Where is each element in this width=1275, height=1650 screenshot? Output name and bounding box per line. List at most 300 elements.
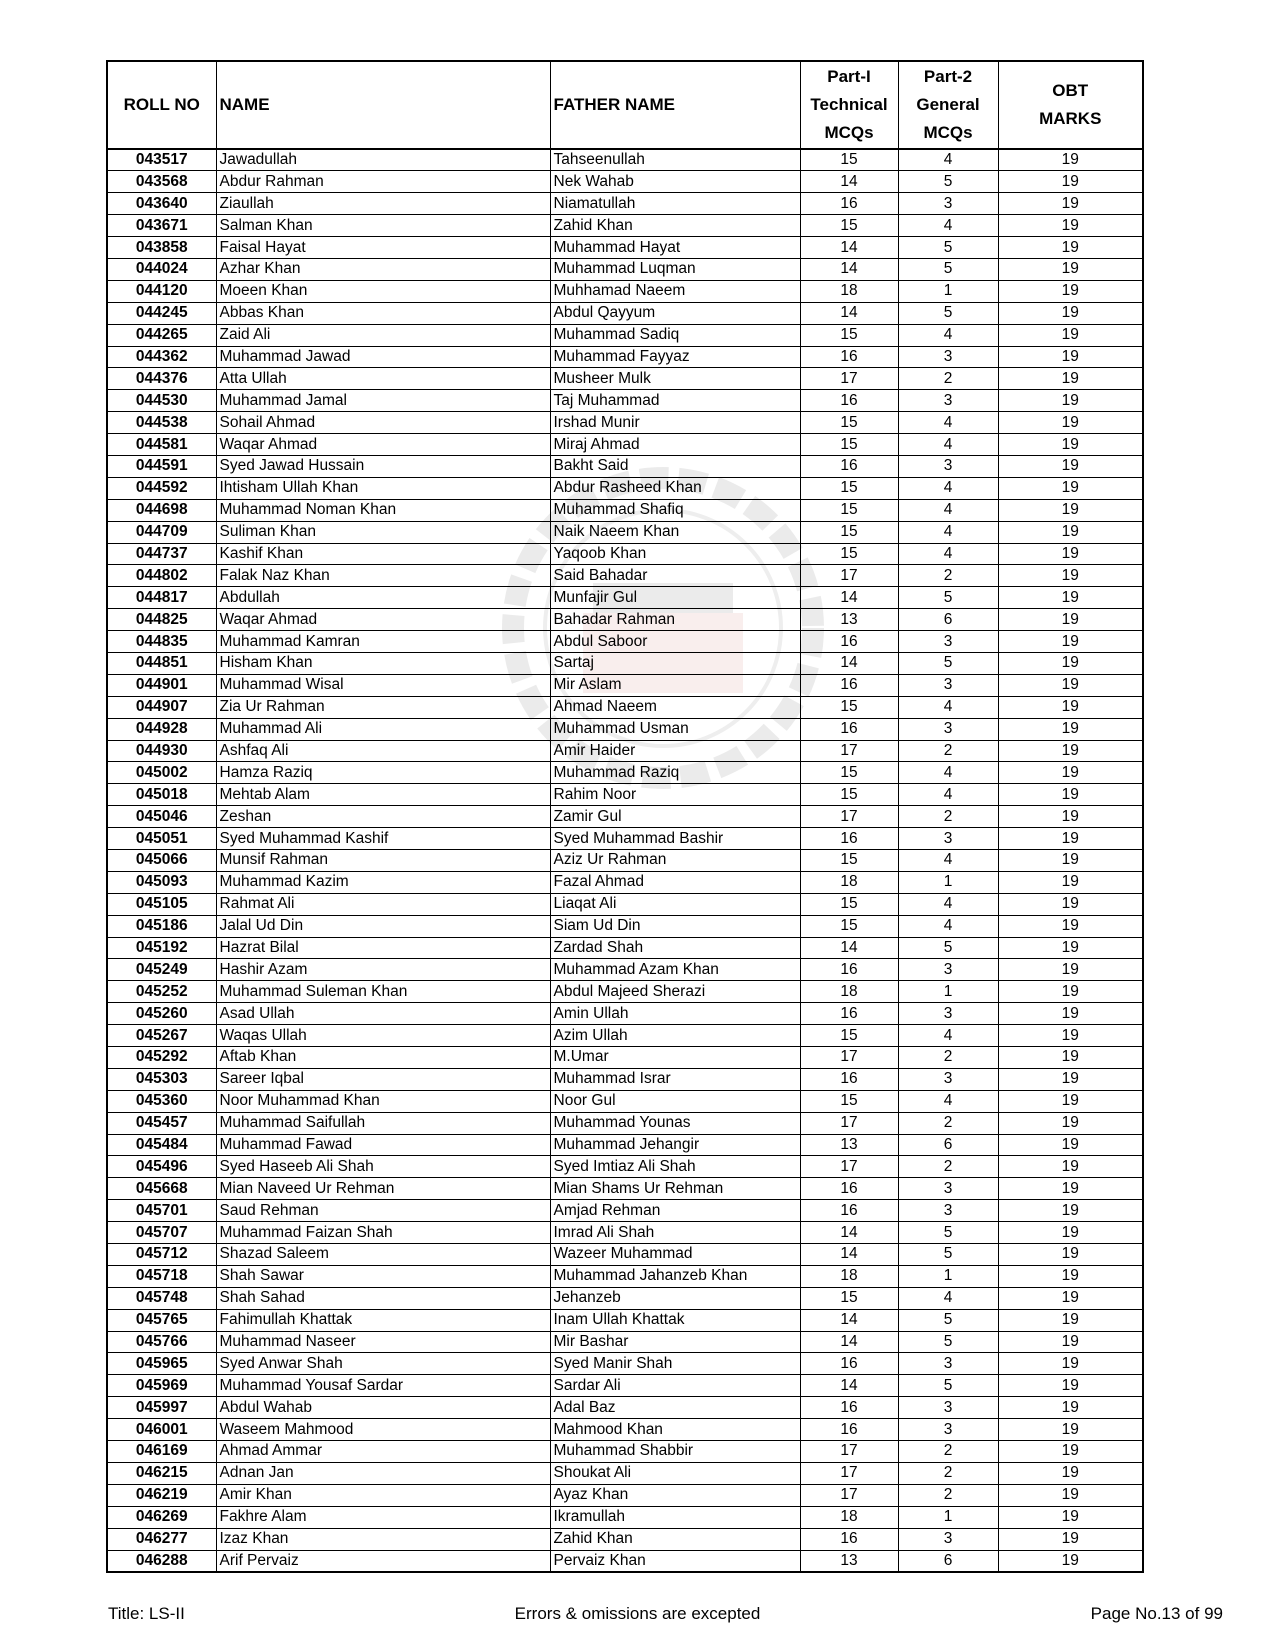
cell-name: Ashfaq Ali bbox=[216, 740, 550, 762]
table-row bbox=[107, 215, 1143, 237]
cell-name: Jalal Ud Din bbox=[216, 915, 550, 937]
table-row bbox=[107, 631, 1143, 653]
cell-part1: 16 bbox=[800, 1003, 898, 1025]
cell-name: Kashif Khan bbox=[216, 543, 550, 565]
cell-name: Moeen Khan bbox=[216, 280, 550, 302]
cell-roll-no: 044592 bbox=[107, 477, 216, 499]
cell-obt-marks: 19 bbox=[998, 784, 1143, 806]
cell-name: Syed Haseeb Ali Shah bbox=[216, 1156, 550, 1178]
cell-part1: 15 bbox=[800, 149, 898, 171]
cell-part2: 3 bbox=[898, 674, 998, 696]
cell-part2: 3 bbox=[898, 718, 998, 740]
cell-part2: 3 bbox=[898, 1178, 998, 1200]
cell-obt-marks: 19 bbox=[998, 237, 1143, 259]
cell-name: Sareer Iqbal bbox=[216, 1068, 550, 1090]
cell-obt-marks: 19 bbox=[998, 1484, 1143, 1506]
cell-part1: 17 bbox=[800, 565, 898, 587]
cell-father-name: Muhammad Usman bbox=[550, 718, 800, 740]
cell-name: Hisham Khan bbox=[216, 652, 550, 674]
cell-roll-no: 046288 bbox=[107, 1550, 216, 1572]
cell-name: Asad Ullah bbox=[216, 1003, 550, 1025]
table-row bbox=[107, 1287, 1143, 1309]
table-row bbox=[107, 1528, 1143, 1550]
cell-name: Aftab Khan bbox=[216, 1047, 550, 1069]
cell-name: Syed Jawad Hussain bbox=[216, 455, 550, 477]
cell-father-name: Syed Manir Shah bbox=[550, 1353, 800, 1375]
cell-obt-marks: 19 bbox=[998, 981, 1143, 1003]
cell-part2: 3 bbox=[898, 390, 998, 412]
table-row bbox=[107, 1375, 1143, 1397]
cell-roll-no: 045252 bbox=[107, 981, 216, 1003]
cell-roll-no: 045267 bbox=[107, 1025, 216, 1047]
cell-part1: 13 bbox=[800, 1134, 898, 1156]
cell-part2: 5 bbox=[898, 258, 998, 280]
cell-part1: 18 bbox=[800, 871, 898, 893]
cell-obt-marks: 19 bbox=[998, 740, 1143, 762]
cell-obt-marks: 19 bbox=[998, 1200, 1143, 1222]
cell-part1: 14 bbox=[800, 1244, 898, 1266]
cell-roll-no: 044901 bbox=[107, 674, 216, 696]
cell-obt-marks: 19 bbox=[998, 412, 1143, 434]
cell-part1: 17 bbox=[800, 1462, 898, 1484]
cell-obt-marks: 19 bbox=[998, 543, 1143, 565]
cell-part2: 4 bbox=[898, 215, 998, 237]
cell-roll-no: 043858 bbox=[107, 237, 216, 259]
cell-roll-no: 045105 bbox=[107, 893, 216, 915]
cell-obt-marks: 19 bbox=[998, 937, 1143, 959]
table-row bbox=[107, 652, 1143, 674]
cell-obt-marks: 19 bbox=[998, 1222, 1143, 1244]
cell-obt-marks: 19 bbox=[998, 1397, 1143, 1419]
cell-part2: 6 bbox=[898, 1550, 998, 1572]
cell-part2: 1 bbox=[898, 871, 998, 893]
cell-father-name: Miraj Ahmad bbox=[550, 434, 800, 456]
table-row bbox=[107, 258, 1143, 280]
cell-part2: 5 bbox=[898, 1375, 998, 1397]
cell-father-name: Ahmad Naeem bbox=[550, 696, 800, 718]
cell-roll-no: 044120 bbox=[107, 280, 216, 302]
cell-part1: 15 bbox=[800, 477, 898, 499]
cell-part1: 16 bbox=[800, 959, 898, 981]
table-row bbox=[107, 434, 1143, 456]
cell-obt-marks: 19 bbox=[998, 1506, 1143, 1528]
cell-father-name: Muhammad Jehangir bbox=[550, 1134, 800, 1156]
table-row bbox=[107, 455, 1143, 477]
cell-father-name: Siam Ud Din bbox=[550, 915, 800, 937]
cell-roll-no: 043568 bbox=[107, 171, 216, 193]
cell-part2: 4 bbox=[898, 324, 998, 346]
table-row bbox=[107, 1550, 1143, 1572]
cell-roll-no: 045496 bbox=[107, 1156, 216, 1178]
cell-name: Mian Naveed Ur Rehman bbox=[216, 1178, 550, 1200]
table-row bbox=[107, 1003, 1143, 1025]
cell-obt-marks: 19 bbox=[998, 302, 1143, 324]
cell-part2: 4 bbox=[898, 499, 998, 521]
cell-roll-no: 045484 bbox=[107, 1134, 216, 1156]
table-row bbox=[107, 1484, 1143, 1506]
header-part2-line3: MCQs bbox=[923, 123, 973, 142]
cell-father-name: Abdur Rasheed Khan bbox=[550, 477, 800, 499]
cell-roll-no: 045360 bbox=[107, 1090, 216, 1112]
cell-roll-no: 046277 bbox=[107, 1528, 216, 1550]
cell-father-name: Naik Naeem Khan bbox=[550, 521, 800, 543]
cell-name: Ahmad Ammar bbox=[216, 1441, 550, 1463]
cell-obt-marks: 19 bbox=[998, 1353, 1143, 1375]
cell-obt-marks: 19 bbox=[998, 1287, 1143, 1309]
cell-father-name: Bakht Said bbox=[550, 455, 800, 477]
cell-part2: 4 bbox=[898, 762, 998, 784]
cell-part1: 14 bbox=[800, 258, 898, 280]
cell-part1: 18 bbox=[800, 981, 898, 1003]
cell-name: Mehtab Alam bbox=[216, 784, 550, 806]
table-row bbox=[107, 171, 1143, 193]
table-row bbox=[107, 718, 1143, 740]
cell-roll-no: 045018 bbox=[107, 784, 216, 806]
cell-obt-marks: 19 bbox=[998, 455, 1143, 477]
cell-obt-marks: 19 bbox=[998, 587, 1143, 609]
cell-roll-no: 044538 bbox=[107, 412, 216, 434]
cell-name: Suliman Khan bbox=[216, 521, 550, 543]
cell-name: Jawadullah bbox=[216, 149, 550, 171]
cell-part1: 17 bbox=[800, 1156, 898, 1178]
results-table bbox=[106, 60, 1144, 1573]
cell-father-name: Pervaiz Khan bbox=[550, 1550, 800, 1572]
cell-roll-no: 045051 bbox=[107, 828, 216, 850]
table-row bbox=[107, 1178, 1143, 1200]
cell-father-name: Nek Wahab bbox=[550, 171, 800, 193]
cell-father-name: Imrad Ali Shah bbox=[550, 1222, 800, 1244]
cell-roll-no: 045303 bbox=[107, 1068, 216, 1090]
cell-part2: 4 bbox=[898, 149, 998, 171]
table-row bbox=[107, 1462, 1143, 1484]
cell-name: Ziaullah bbox=[216, 193, 550, 215]
cell-name: Rahmat Ali bbox=[216, 893, 550, 915]
table-row bbox=[107, 390, 1143, 412]
table-row bbox=[107, 762, 1143, 784]
cell-father-name: Irshad Munir bbox=[550, 412, 800, 434]
cell-father-name: Ayaz Khan bbox=[550, 1484, 800, 1506]
cell-name: Muhammad Suleman Khan bbox=[216, 981, 550, 1003]
cell-obt-marks: 19 bbox=[998, 893, 1143, 915]
cell-roll-no: 045965 bbox=[107, 1353, 216, 1375]
cell-part2: 2 bbox=[898, 1484, 998, 1506]
cell-part2: 4 bbox=[898, 521, 998, 543]
cell-obt-marks: 19 bbox=[998, 280, 1143, 302]
cell-obt-marks: 19 bbox=[998, 215, 1143, 237]
table-body bbox=[107, 149, 1143, 1572]
cell-father-name: Muhammad Shafiq bbox=[550, 499, 800, 521]
table-row bbox=[107, 1506, 1143, 1528]
cell-obt-marks: 19 bbox=[998, 477, 1143, 499]
cell-part1: 15 bbox=[800, 215, 898, 237]
cell-obt-marks: 19 bbox=[998, 1090, 1143, 1112]
cell-part1: 15 bbox=[800, 850, 898, 872]
cell-father-name: Azim Ullah bbox=[550, 1025, 800, 1047]
footer-title: Title: LS-II bbox=[108, 1604, 185, 1623]
cell-roll-no: 044835 bbox=[107, 631, 216, 653]
cell-father-name: Abdul Saboor bbox=[550, 631, 800, 653]
table-row bbox=[107, 565, 1143, 587]
cell-name: Izaz Khan bbox=[216, 1528, 550, 1550]
cell-part2: 4 bbox=[898, 543, 998, 565]
cell-name: Syed Anwar Shah bbox=[216, 1353, 550, 1375]
table-row bbox=[107, 609, 1143, 631]
cell-roll-no: 044825 bbox=[107, 609, 216, 631]
cell-father-name: Niamatullah bbox=[550, 193, 800, 215]
cell-name: Saud Rehman bbox=[216, 1200, 550, 1222]
table-row bbox=[107, 499, 1143, 521]
cell-obt-marks: 19 bbox=[998, 1134, 1143, 1156]
cell-name: Fakhre Alam bbox=[216, 1506, 550, 1528]
cell-roll-no: 044591 bbox=[107, 455, 216, 477]
table-row bbox=[107, 740, 1143, 762]
cell-part2: 5 bbox=[898, 587, 998, 609]
cell-part1: 15 bbox=[800, 499, 898, 521]
cell-part2: 3 bbox=[898, 1353, 998, 1375]
cell-father-name: Amin Ullah bbox=[550, 1003, 800, 1025]
cell-roll-no: 045718 bbox=[107, 1265, 216, 1287]
cell-roll-no: 045668 bbox=[107, 1178, 216, 1200]
cell-part2: 4 bbox=[898, 1025, 998, 1047]
cell-obt-marks: 19 bbox=[998, 1025, 1143, 1047]
cell-name: Muhammad Ali bbox=[216, 718, 550, 740]
cell-part2: 3 bbox=[898, 828, 998, 850]
cell-part1: 17 bbox=[800, 1484, 898, 1506]
cell-obt-marks: 19 bbox=[998, 565, 1143, 587]
cell-father-name: M.Umar bbox=[550, 1047, 800, 1069]
cell-part1: 16 bbox=[800, 1528, 898, 1550]
header-obt-line1: OBT bbox=[1052, 81, 1089, 100]
cell-roll-no: 043671 bbox=[107, 215, 216, 237]
cell-roll-no: 043517 bbox=[107, 149, 216, 171]
cell-part2: 3 bbox=[898, 1003, 998, 1025]
cell-part1: 14 bbox=[800, 171, 898, 193]
table-row bbox=[107, 1353, 1143, 1375]
cell-part1: 18 bbox=[800, 1506, 898, 1528]
cell-roll-no: 045712 bbox=[107, 1244, 216, 1266]
header-part1-line2: Technical bbox=[810, 95, 888, 114]
cell-father-name: Muhammad Shabbir bbox=[550, 1441, 800, 1463]
cell-father-name: Zahid Khan bbox=[550, 1528, 800, 1550]
cell-roll-no: 045186 bbox=[107, 915, 216, 937]
table-row bbox=[107, 893, 1143, 915]
cell-part1: 15 bbox=[800, 521, 898, 543]
cell-name: Atta Ullah bbox=[216, 368, 550, 390]
header-father-name: FATHER NAME bbox=[550, 61, 800, 149]
cell-roll-no: 045046 bbox=[107, 806, 216, 828]
cell-father-name: Bahadar Rahman bbox=[550, 609, 800, 631]
cell-father-name: Muhammad Luqman bbox=[550, 258, 800, 280]
cell-part2: 4 bbox=[898, 1287, 998, 1309]
cell-obt-marks: 19 bbox=[998, 521, 1143, 543]
cell-name: Muhammad Jamal bbox=[216, 390, 550, 412]
cell-part1: 16 bbox=[800, 1200, 898, 1222]
cell-part2: 2 bbox=[898, 740, 998, 762]
cell-part1: 17 bbox=[800, 368, 898, 390]
cell-obt-marks: 19 bbox=[998, 390, 1143, 412]
table-row bbox=[107, 1309, 1143, 1331]
cell-part2: 3 bbox=[898, 193, 998, 215]
cell-father-name: Shoukat Ali bbox=[550, 1462, 800, 1484]
cell-roll-no: 044024 bbox=[107, 258, 216, 280]
cell-part2: 1 bbox=[898, 1265, 998, 1287]
cell-name: Hamza Raziq bbox=[216, 762, 550, 784]
header-part1-line3: MCQs bbox=[824, 123, 874, 142]
cell-part2: 4 bbox=[898, 1090, 998, 1112]
cell-part1: 14 bbox=[800, 1375, 898, 1397]
cell-father-name: Muhammad Jahanzeb Khan bbox=[550, 1265, 800, 1287]
cell-part2: 2 bbox=[898, 1112, 998, 1134]
cell-obt-marks: 19 bbox=[998, 1156, 1143, 1178]
cell-part2: 3 bbox=[898, 1200, 998, 1222]
cell-father-name: Noor Gul bbox=[550, 1090, 800, 1112]
cell-part1: 15 bbox=[800, 915, 898, 937]
cell-name: Shah Sahad bbox=[216, 1287, 550, 1309]
cell-father-name: Zardad Shah bbox=[550, 937, 800, 959]
table-row bbox=[107, 1419, 1143, 1441]
cell-name: Fahimullah Khattak bbox=[216, 1309, 550, 1331]
cell-name: Falak Naz Khan bbox=[216, 565, 550, 587]
cell-roll-no: 045260 bbox=[107, 1003, 216, 1025]
cell-roll-no: 045093 bbox=[107, 871, 216, 893]
table-row bbox=[107, 1112, 1143, 1134]
cell-part1: 17 bbox=[800, 1112, 898, 1134]
cell-obt-marks: 19 bbox=[998, 850, 1143, 872]
cell-roll-no: 046215 bbox=[107, 1462, 216, 1484]
cell-obt-marks: 19 bbox=[998, 324, 1143, 346]
cell-obt-marks: 19 bbox=[998, 915, 1143, 937]
cell-part2: 3 bbox=[898, 1397, 998, 1419]
cell-part2: 4 bbox=[898, 784, 998, 806]
cell-obt-marks: 19 bbox=[998, 1178, 1143, 1200]
table-row bbox=[107, 1156, 1143, 1178]
table-row bbox=[107, 1200, 1143, 1222]
cell-part2: 3 bbox=[898, 631, 998, 653]
cell-obt-marks: 19 bbox=[998, 762, 1143, 784]
cell-part2: 5 bbox=[898, 652, 998, 674]
cell-part2: 2 bbox=[898, 1156, 998, 1178]
cell-roll-no: 044928 bbox=[107, 718, 216, 740]
cell-part1: 15 bbox=[800, 696, 898, 718]
cell-father-name: Amjad Rehman bbox=[550, 1200, 800, 1222]
header-part2-line1: Part-2 bbox=[923, 67, 973, 86]
cell-part2: 1 bbox=[898, 280, 998, 302]
cell-part1: 18 bbox=[800, 1265, 898, 1287]
table-row bbox=[107, 850, 1143, 872]
cell-part2: 2 bbox=[898, 806, 998, 828]
cell-father-name: Sardar Ali bbox=[550, 1375, 800, 1397]
header-obt-marks bbox=[998, 61, 1143, 149]
cell-name: Ihtisham Ullah Khan bbox=[216, 477, 550, 499]
cell-part1: 15 bbox=[800, 412, 898, 434]
cell-roll-no: 045457 bbox=[107, 1112, 216, 1134]
table-row bbox=[107, 477, 1143, 499]
cell-part1: 16 bbox=[800, 828, 898, 850]
footer-note: Errors & omissions are excepted bbox=[514, 1604, 761, 1623]
cell-obt-marks: 19 bbox=[998, 1047, 1143, 1069]
cell-roll-no: 044245 bbox=[107, 302, 216, 324]
cell-father-name: Muhammad Raziq bbox=[550, 762, 800, 784]
table-row bbox=[107, 587, 1143, 609]
cell-obt-marks: 19 bbox=[998, 434, 1143, 456]
cell-part2: 4 bbox=[898, 434, 998, 456]
cell-part2: 5 bbox=[898, 937, 998, 959]
cell-part1: 16 bbox=[800, 631, 898, 653]
table-row bbox=[107, 959, 1143, 981]
cell-name: Muhammad Noman Khan bbox=[216, 499, 550, 521]
cell-roll-no: 044362 bbox=[107, 346, 216, 368]
cell-roll-no: 045707 bbox=[107, 1222, 216, 1244]
cell-name: Hazrat Bilal bbox=[216, 937, 550, 959]
cell-father-name: Yaqoob Khan bbox=[550, 543, 800, 565]
cell-part2: 3 bbox=[898, 346, 998, 368]
cell-part1: 17 bbox=[800, 1047, 898, 1069]
cell-name: Muhammad Wisal bbox=[216, 674, 550, 696]
cell-name: Muhammad Jawad bbox=[216, 346, 550, 368]
cell-roll-no: 045192 bbox=[107, 937, 216, 959]
cell-part1: 16 bbox=[800, 718, 898, 740]
cell-name: Faisal Hayat bbox=[216, 237, 550, 259]
table-row bbox=[107, 1441, 1143, 1463]
cell-father-name: Wazeer Muhammad bbox=[550, 1244, 800, 1266]
cell-part1: 14 bbox=[800, 1331, 898, 1353]
cell-name: Munsif Rahman bbox=[216, 850, 550, 872]
cell-father-name: Ikramullah bbox=[550, 1506, 800, 1528]
cell-name: Hashir Azam bbox=[216, 959, 550, 981]
cell-roll-no: 045002 bbox=[107, 762, 216, 784]
cell-obt-marks: 19 bbox=[998, 1003, 1143, 1025]
cell-obt-marks: 19 bbox=[998, 1309, 1143, 1331]
cell-part2: 5 bbox=[898, 1331, 998, 1353]
cell-name: Abdul Wahab bbox=[216, 1397, 550, 1419]
cell-roll-no: 044802 bbox=[107, 565, 216, 587]
cell-name: Zeshan bbox=[216, 806, 550, 828]
cell-name: Salman Khan bbox=[216, 215, 550, 237]
cell-obt-marks: 19 bbox=[998, 959, 1143, 981]
table-row bbox=[107, 412, 1143, 434]
cell-obt-marks: 19 bbox=[998, 1419, 1143, 1441]
cell-roll-no: 045765 bbox=[107, 1309, 216, 1331]
cell-name: Shah Sawar bbox=[216, 1265, 550, 1287]
cell-roll-no: 045766 bbox=[107, 1331, 216, 1353]
cell-obt-marks: 19 bbox=[998, 1244, 1143, 1266]
table-row bbox=[107, 915, 1143, 937]
cell-obt-marks: 19 bbox=[998, 1441, 1143, 1463]
cell-part1: 16 bbox=[800, 1178, 898, 1200]
cell-part1: 14 bbox=[800, 652, 898, 674]
cell-father-name: Jehanzeb bbox=[550, 1287, 800, 1309]
cell-part2: 1 bbox=[898, 981, 998, 1003]
cell-obt-marks: 19 bbox=[998, 368, 1143, 390]
cell-father-name: Musheer Mulk bbox=[550, 368, 800, 390]
cell-part1: 16 bbox=[800, 1397, 898, 1419]
cell-name: Muhammad Kazim bbox=[216, 871, 550, 893]
cell-part1: 15 bbox=[800, 434, 898, 456]
cell-father-name: Zahid Khan bbox=[550, 215, 800, 237]
cell-obt-marks: 19 bbox=[998, 193, 1143, 215]
cell-obt-marks: 19 bbox=[998, 652, 1143, 674]
cell-father-name: Syed Muhammad Bashir bbox=[550, 828, 800, 850]
cell-name: Abdur Rahman bbox=[216, 171, 550, 193]
table-row bbox=[107, 1397, 1143, 1419]
cell-name: Waseem Mahmood bbox=[216, 1419, 550, 1441]
cell-part2: 1 bbox=[898, 1506, 998, 1528]
cell-father-name: Muhammad Israr bbox=[550, 1068, 800, 1090]
cell-part1: 13 bbox=[800, 609, 898, 631]
cell-part2: 4 bbox=[898, 893, 998, 915]
cell-part2: 3 bbox=[898, 1419, 998, 1441]
cell-part2: 5 bbox=[898, 302, 998, 324]
